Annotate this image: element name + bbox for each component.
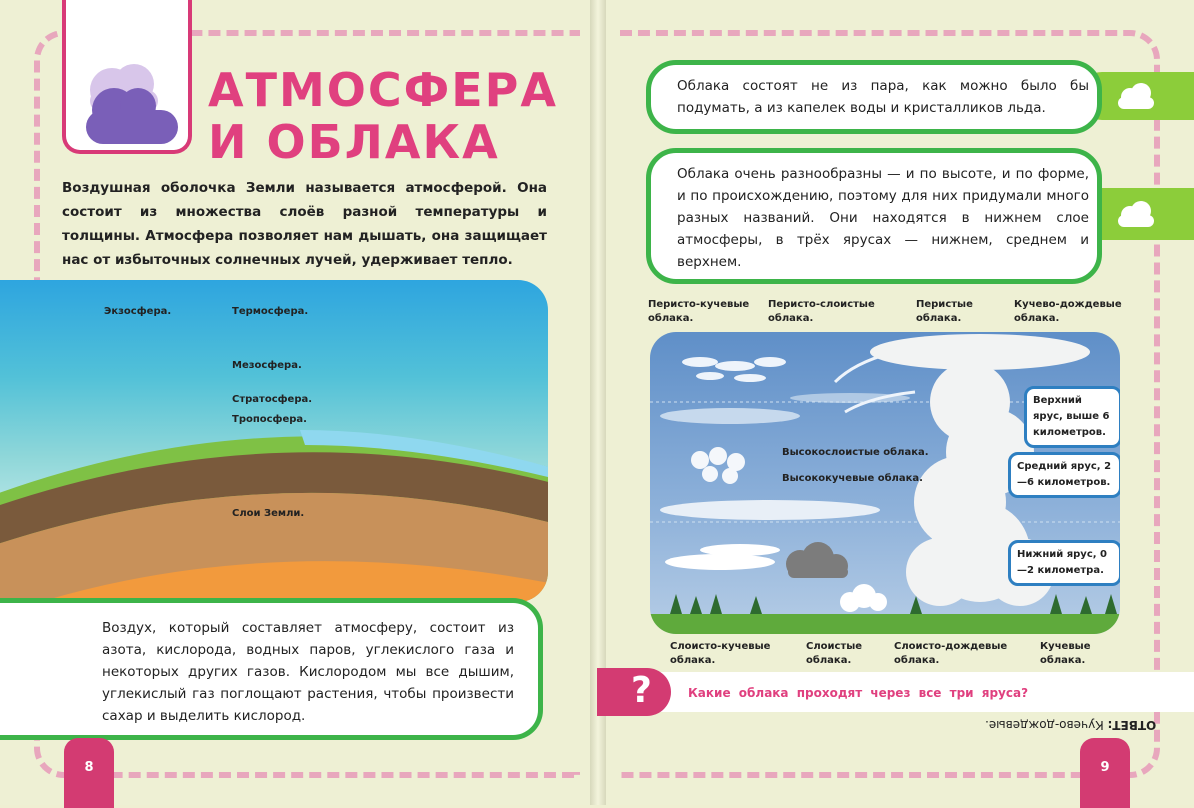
- label-earth-layers: Слои Земли.: [232, 508, 305, 519]
- label-cirrus: Перистые облака.: [916, 299, 973, 324]
- answer-upside-down: [985, 718, 1156, 732]
- atmosphere-layers-svg: [0, 280, 548, 602]
- label-cumulus: Кучевые облака.: [1040, 641, 1091, 666]
- question-text: Какие облака проходят через все три яруса?: [688, 686, 1029, 700]
- label-altocumulus: Высококучевые облака.: [782, 473, 923, 484]
- question-mark-icon: ?: [631, 670, 652, 711]
- label-mesosphere: Мезосфера.: [232, 360, 302, 371]
- air-composition-text: Воздух, который составляет атмосферу, состоит из азота, кислорода, водных паров, углекислого газа и некоторых других газов. Кислородом мы все дышим, углекислый газ поглощают растения, чтобы произвести сахар и выделить кислород.: [102, 620, 514, 724]
- clouds-diversity-text: Облака очень разнообразны — и по высоте, и по форме, и по происхождению, поэтому для них придумали много разных названий. Они находятся в нижнем слое атмосферы, в трёх ярусах — нижнем, среднем и верхнем.: [677, 166, 1089, 270]
- label-thermosphere: Термосфера.: [232, 306, 309, 317]
- bookmark-tab: [62, 0, 192, 154]
- label-altostratus: Высокослоистые облака.: [782, 447, 929, 458]
- label-stratus: Слоистые облака.: [806, 641, 863, 666]
- page-title: [208, 64, 558, 168]
- title-line-2: И ОБЛАКА: [208, 115, 500, 169]
- page-number-left: 8: [64, 738, 114, 808]
- label-cirrostratus: Перисто-слоистые облака.: [768, 299, 875, 324]
- label-stratocumulus: Слоисто-кучевые облака.: [670, 641, 771, 666]
- question-badge: [597, 668, 671, 716]
- cloud-icon: [1114, 81, 1158, 111]
- clouds-diversity-box: [646, 148, 1102, 284]
- tier-upper: Верхний ярус, выше 6 километров.: [1024, 386, 1120, 448]
- label-troposphere: Тропосфера.: [232, 414, 307, 425]
- cloud-types-diagram: [650, 332, 1120, 634]
- label-stratosphere: Стратосфера.: [232, 394, 313, 405]
- label-cumulonimbus: Кучево-дождевые облака.: [1014, 299, 1122, 324]
- label-nimbostratus: Слоисто-дождевые облака.: [894, 641, 1008, 666]
- title-line-1: АТМОСФЕРА: [208, 63, 558, 117]
- page-number-right: 9: [1080, 738, 1130, 808]
- answer-label: ОТВЕТ:: [1107, 718, 1157, 732]
- cloud-logo-icon: [72, 40, 182, 150]
- cloud-icon: [1114, 199, 1158, 229]
- air-composition-box: [0, 598, 543, 740]
- intro-paragraph: Воздушная оболочка Земли называется атмосферой. Она состоит из множества слоёв разной температуры и толщины. Атмосфера позволяет нам дышать, она защищает нас от избыточных солнечных лучей, удерживает тепло.: [62, 180, 547, 268]
- label-exosphere: Экзосфера.: [104, 306, 172, 317]
- clouds-composition-box: [646, 60, 1102, 134]
- atmosphere-illustration: [0, 280, 548, 602]
- tier-middle: Средний ярус, 2—6 километров.: [1008, 452, 1120, 498]
- answer-text: Кучево-дождевые.: [985, 718, 1104, 732]
- clouds-composition-text: Облака состоят не из пара, как можно было бы подумать, а из капелек воды и кристалликов льда.: [677, 78, 1089, 116]
- tier-lower: Нижний ярус, 0—2 километра.: [1008, 540, 1120, 586]
- label-cirrocumulus: Перисто-кучевые облака.: [648, 299, 750, 324]
